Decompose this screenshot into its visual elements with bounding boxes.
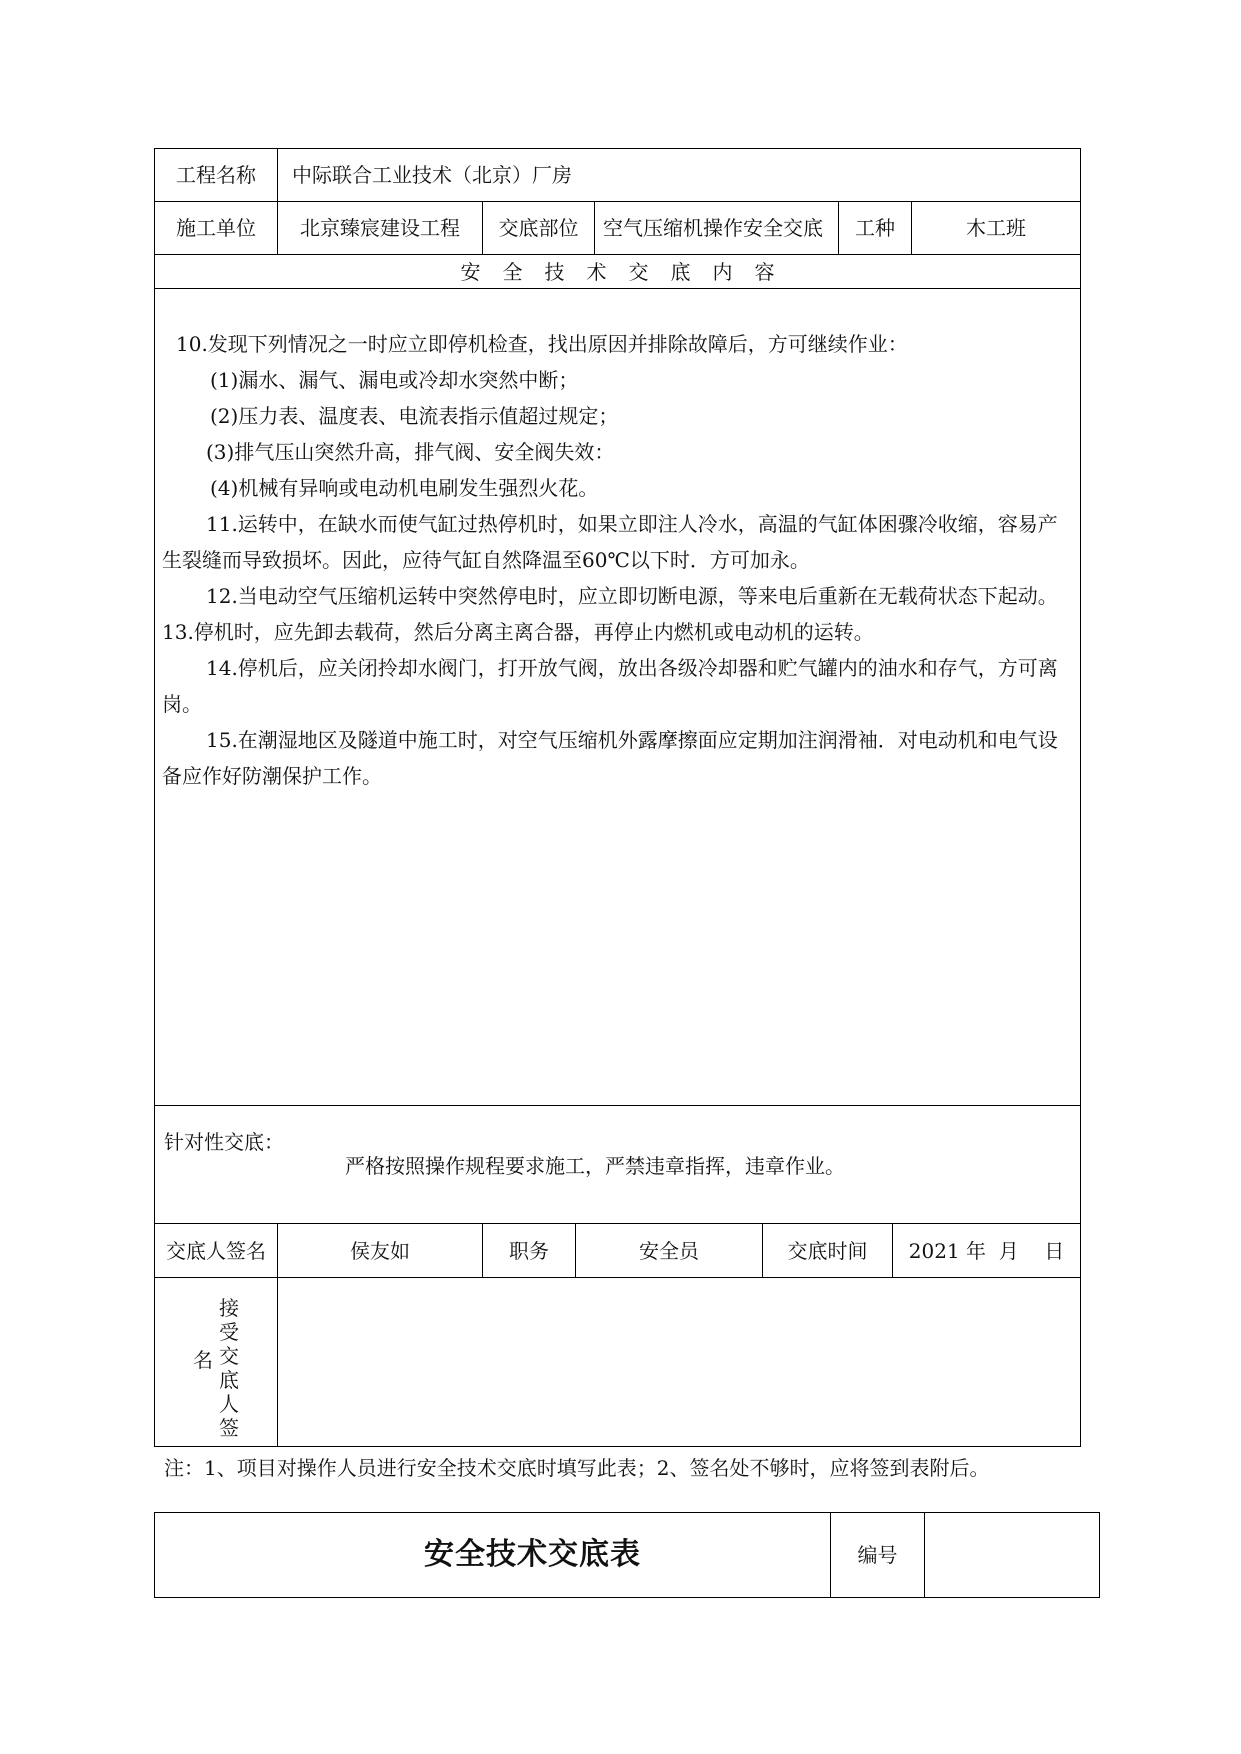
content-line: 15.在潮湿地区及隧道中施工时，对空气压缩机外露摩擦面应定期加注润滑袖．对电动机和电气设备应作好防潮保护工作。	[162, 728, 1058, 788]
discloser-name: 侯友如	[350, 1238, 410, 1263]
number-label: 编号	[857, 1543, 898, 1567]
discloser-signature-label: 交底人签名	[166, 1238, 266, 1263]
form-note: 注：1、项目对操作人员进行安全技术交底时填写此表；2、签名处不够时，应将签到表附后。	[164, 1456, 990, 1480]
specific-disclosure-text: 严格按照操作规程要求施工，严禁违章指挥，违章作业。	[345, 1154, 845, 1178]
receiver-signature-label-tail: 名	[193, 1348, 213, 1372]
content-body	[162, 326, 1072, 794]
document-title: 安全技术交底表	[424, 1537, 641, 1572]
table-rule	[1099, 1512, 1100, 1598]
project-name-value: 中际联合工业技术（北京）厂房	[292, 163, 572, 187]
content-line: 13.停机时，应先卸去载荷，然后分离主离合器，再停止内燃机或电动机的运转。	[162, 620, 874, 644]
table-rule	[154, 148, 155, 1447]
content-line: (1)漏水、漏气、漏电或冷却水突然中断；	[210, 368, 579, 392]
table-rule	[1080, 148, 1081, 1447]
content-line: 14.停机后，应关闭拎却水阀门，打开放气阀，放出各级冷却器和贮气罐内的油水和存气，方可离岗。	[162, 656, 1058, 716]
trade-label: 工种	[855, 216, 895, 240]
number-value[interactable]	[925, 1513, 1099, 1597]
position-value: 安全员	[639, 1238, 699, 1263]
content-line: 10.发现下列情况之一时应立即停机检查，找出原因并排除故障后，方可继续作业：	[176, 332, 908, 356]
construction-unit-label: 施工单位	[176, 216, 256, 240]
project-name-label: 工程名称	[176, 163, 256, 187]
disclosure-time-value: 2021 年 月 日	[908, 1238, 1065, 1263]
content-line: 11.运转中，在缺水而使气缸过热停机时，如果立即注人冷水，高温的气缸体困骤冷收缩，容易产生裂缝而导致损坏。因此，应待气缸自然降温至60℃以下时．方可加永。	[162, 512, 1058, 572]
specific-disclosure-label: 针对性交底：	[164, 1130, 284, 1154]
content-line: 12.当电动空气压缩机运转中突然停电时，应立即切断电源，等来电后重新在无载荷状态下起动。	[206, 584, 1058, 608]
content-header: 安全技术交底内容	[460, 259, 797, 284]
content-line: (3)排气压山突然升高，排气阀、安全阀失效：	[206, 440, 615, 464]
table-rule	[154, 1105, 1081, 1106]
content-line: (4)机械有异响或电动机电刷发生强烈火花。	[210, 476, 599, 500]
receiver-signature-label: 接受交底人签	[219, 1296, 239, 1440]
receiver-signature-area[interactable]	[278, 1278, 1080, 1446]
disclosure-part-label: 交底部位	[498, 216, 579, 240]
content-line: (2)压力表、温度表、电流表指示值超过规定；	[210, 404, 619, 428]
disclosure-time-label: 交底时间	[787, 1238, 868, 1263]
trade-value: 木工班	[966, 216, 1026, 240]
table-rule	[154, 288, 1081, 289]
construction-unit-value: 北京臻宸建设工程	[300, 216, 460, 240]
table-rule	[154, 1597, 1100, 1598]
position-label: 职务	[509, 1238, 549, 1263]
disclosure-part-value: 空气压缩机操作安全交底	[603, 216, 823, 240]
table-rule	[154, 1446, 1081, 1447]
